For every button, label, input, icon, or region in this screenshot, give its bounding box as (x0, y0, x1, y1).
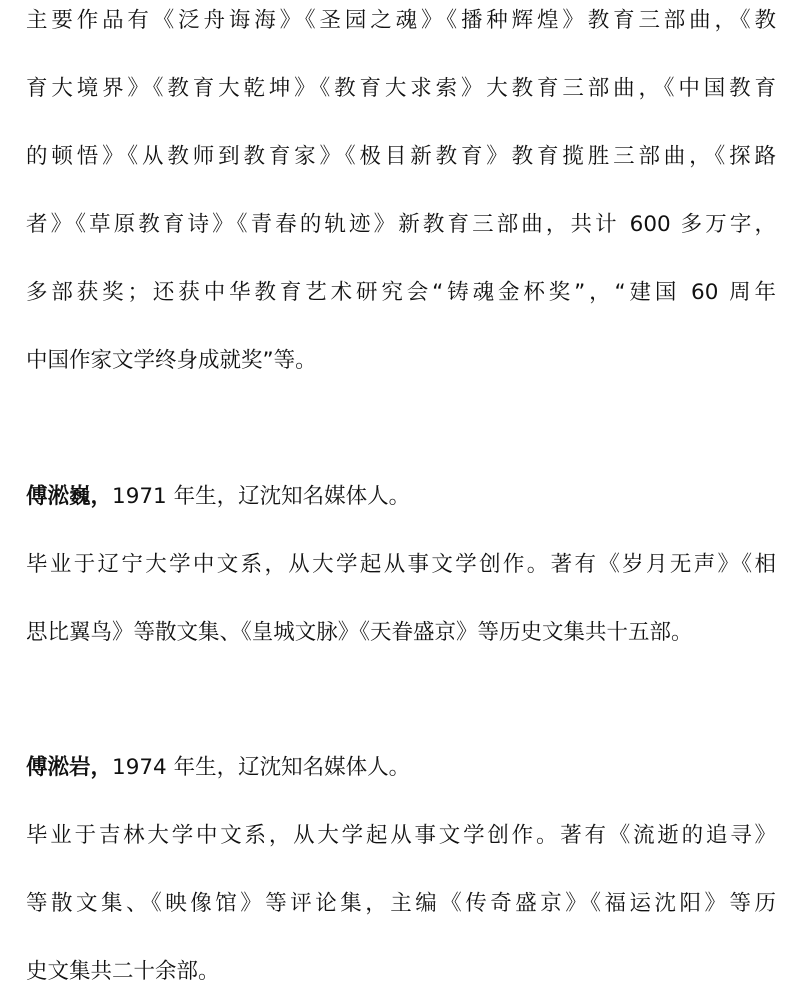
bio-heading-line (26, 482, 776, 512)
author-name: 傅淞巍， (26, 484, 113, 509)
text-line: 等散文集、《映像馆》等评论集，主编《传奇盛京》《福运沈阳》等历 (26, 891, 776, 916)
text-line: 毕业于吉林大学中文系，从大学起从事文学创作。著有《流逝的追寻》 (26, 823, 776, 848)
text-line: 中国作家文学终身成就奖”等。 (26, 348, 317, 373)
text-line: 育大境界》《教育大乾坤》《教育大求索》大教育三部曲，《中国教育 (26, 76, 776, 101)
text-line: 毕业于辽宁大学中文系，从大学起从事文学创作。著有《岁月无声》《相 (26, 552, 776, 577)
text-line: 的顿悟》《从教师到教育家》《极目新教育》教育揽胜三部曲，《探路 (26, 144, 776, 169)
text-line: 多部获奖；还获中华教育艺术研究会“铸魂金杯奖”，“建国 60 周年 (26, 280, 776, 305)
author-intro: 1971 年生，辽沈知名媒体人。 (112, 484, 411, 509)
text-line: 史文集共二十余部。 (26, 959, 220, 984)
author-name: 傅淞岩， (26, 755, 113, 780)
text-line: 思比翼鸟》等散文集、《皇城文脉》《天眷盛京》等历史文集共十五部。 (26, 620, 693, 645)
text-line: 者》《草原教育诗》《青春的轨迹》新教育三部曲，共计 600 多万字， (26, 212, 776, 237)
bio-heading-line (26, 753, 776, 783)
author-intro: 1974 年生，辽沈知名媒体人。 (112, 755, 411, 780)
text-line: 主要作品有《泛舟诲海》《圣园之魂》《播种辉煌》教育三部曲，《教 (26, 8, 776, 33)
